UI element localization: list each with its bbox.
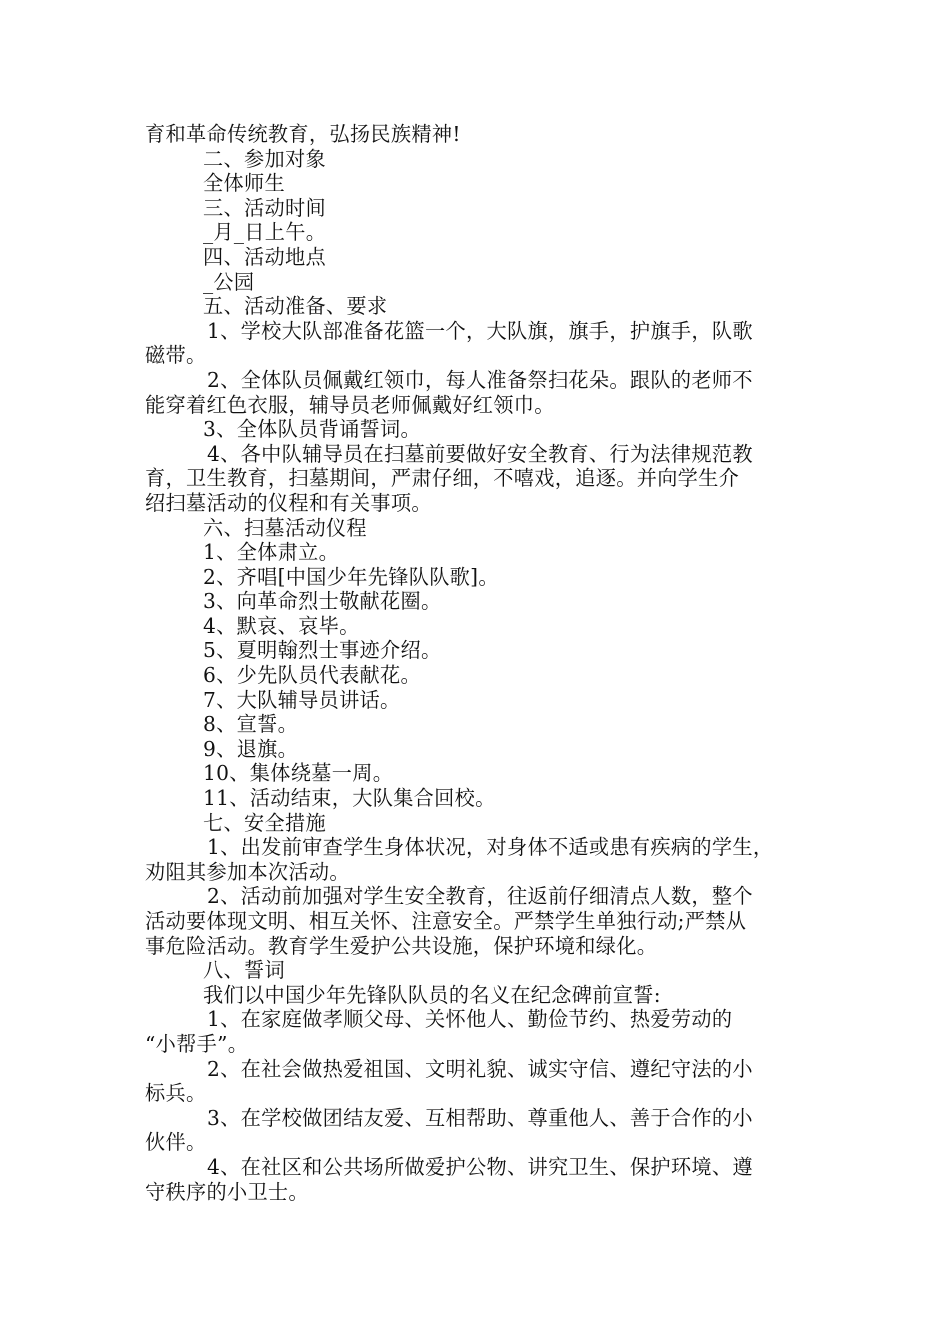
list-item: 3、在学校做团结友爱、互相帮助、尊重他人、善于合作的小 — [207, 1105, 753, 1130]
list-item: 9、退旗。 — [203, 736, 299, 761]
list-item-continuation: 绍扫墓活动的仪程和有关事项。 — [145, 490, 432, 515]
list-item: 6、少先队员代表献花。 — [203, 663, 422, 688]
section-heading: 四、活动地点 — [203, 244, 326, 269]
list-item-continuation: 伙伴。 — [145, 1130, 207, 1155]
list-item: 1、出发前审查学生身体状况，对身体不适或患有疾病的学生， — [207, 835, 774, 860]
list-item-continuation: 能穿着红色衣服，辅导员老师佩戴好红领巾。 — [145, 392, 555, 417]
list-item: 3、向革命烈士敬献花圈。 — [203, 589, 442, 614]
list-item: 5、夏明翰烈士事迹介绍。 — [203, 638, 442, 663]
list-item-continuation: 活动要体现文明、相互关怀、注意安全。严禁学生单独行动;严禁从 — [145, 909, 747, 933]
list-item: 1、在家庭做孝顺父母、关怀他人、勤俭节约、热爱劳动的 — [207, 1007, 733, 1032]
list-item-continuation: 育，卫生教育，扫墓期间，严肃仔细，不嘻戏，追逐。并向学生介 — [145, 466, 740, 491]
document-page — [145, 122, 815, 1204]
list-item-continuation: 劝阻其参加本次活动。 — [145, 859, 350, 884]
list-item: 1、学校大队部准备花篮一个，大队旗，旗手，护旗手，队歌 — [207, 318, 753, 343]
list-item: 2、全体队员佩戴红领巾，每人准备祭扫花朵。跟队的老师不 — [207, 367, 753, 392]
section-heading: 六、扫墓活动仪程 — [203, 515, 367, 540]
list-item-continuation: 标兵。 — [145, 1081, 207, 1106]
paragraph-line: 我们以中国少年先锋队队员的名义在纪念碑前宣誓: — [203, 982, 661, 1007]
list-item: 2、在社会做热爱祖国、文明礼貌、诚实守信、遵纪守法的小 — [207, 1056, 753, 1081]
list-item: 8、宣誓。 — [203, 712, 299, 737]
section-heading: 八、誓词 — [203, 958, 285, 983]
list-item: 4、各中队辅导员在扫墓前要做好安全教育、行为法律规范教 — [207, 441, 753, 466]
list-item: 2、活动前加强对学生安全教育，往返前仔细清点人数，整个 — [207, 884, 753, 909]
list-item: 11、活动结束，大队集合回校。 — [203, 786, 496, 811]
list-item: 2、齐唱[中国少年先锋队队歌]。 — [203, 564, 499, 589]
section-heading: 七、安全措施 — [203, 810, 326, 835]
list-item-continuation: 磁带。 — [145, 343, 207, 368]
list-item: 4、在社区和公共场所做爱护公物、讲究卫生、保护环境、遵 — [207, 1154, 753, 1179]
paragraph-line: 全体师生 — [203, 171, 285, 196]
section-heading: 五、活动准备、要求 — [203, 294, 388, 319]
list-item: 10、集体绕墓一周。 — [203, 761, 394, 786]
section-heading: 二、参加对象 — [203, 146, 326, 171]
list-item: 1、全体肃立。 — [203, 540, 340, 565]
paragraph-line: _公园 — [203, 269, 255, 294]
list-item: 3、全体队员背诵誓词。 — [203, 417, 422, 442]
paragraph-line: _月_日上午。 — [203, 220, 327, 245]
paragraph-line: 育和革命传统教育，弘扬民族精神! — [145, 122, 461, 146]
list-item-continuation: 守秩序的小卫士。 — [145, 1179, 309, 1204]
section-heading: 三、活动时间 — [203, 195, 326, 220]
list-item-continuation: “小帮手”。 — [145, 1031, 249, 1056]
list-item: 7、大队辅导员讲话。 — [203, 687, 401, 712]
list-item: 4、默哀、哀毕。 — [203, 613, 360, 638]
list-item-continuation: 事危险活动。教育学生爱护公共设施，保护环境和绿化。 — [145, 933, 658, 958]
